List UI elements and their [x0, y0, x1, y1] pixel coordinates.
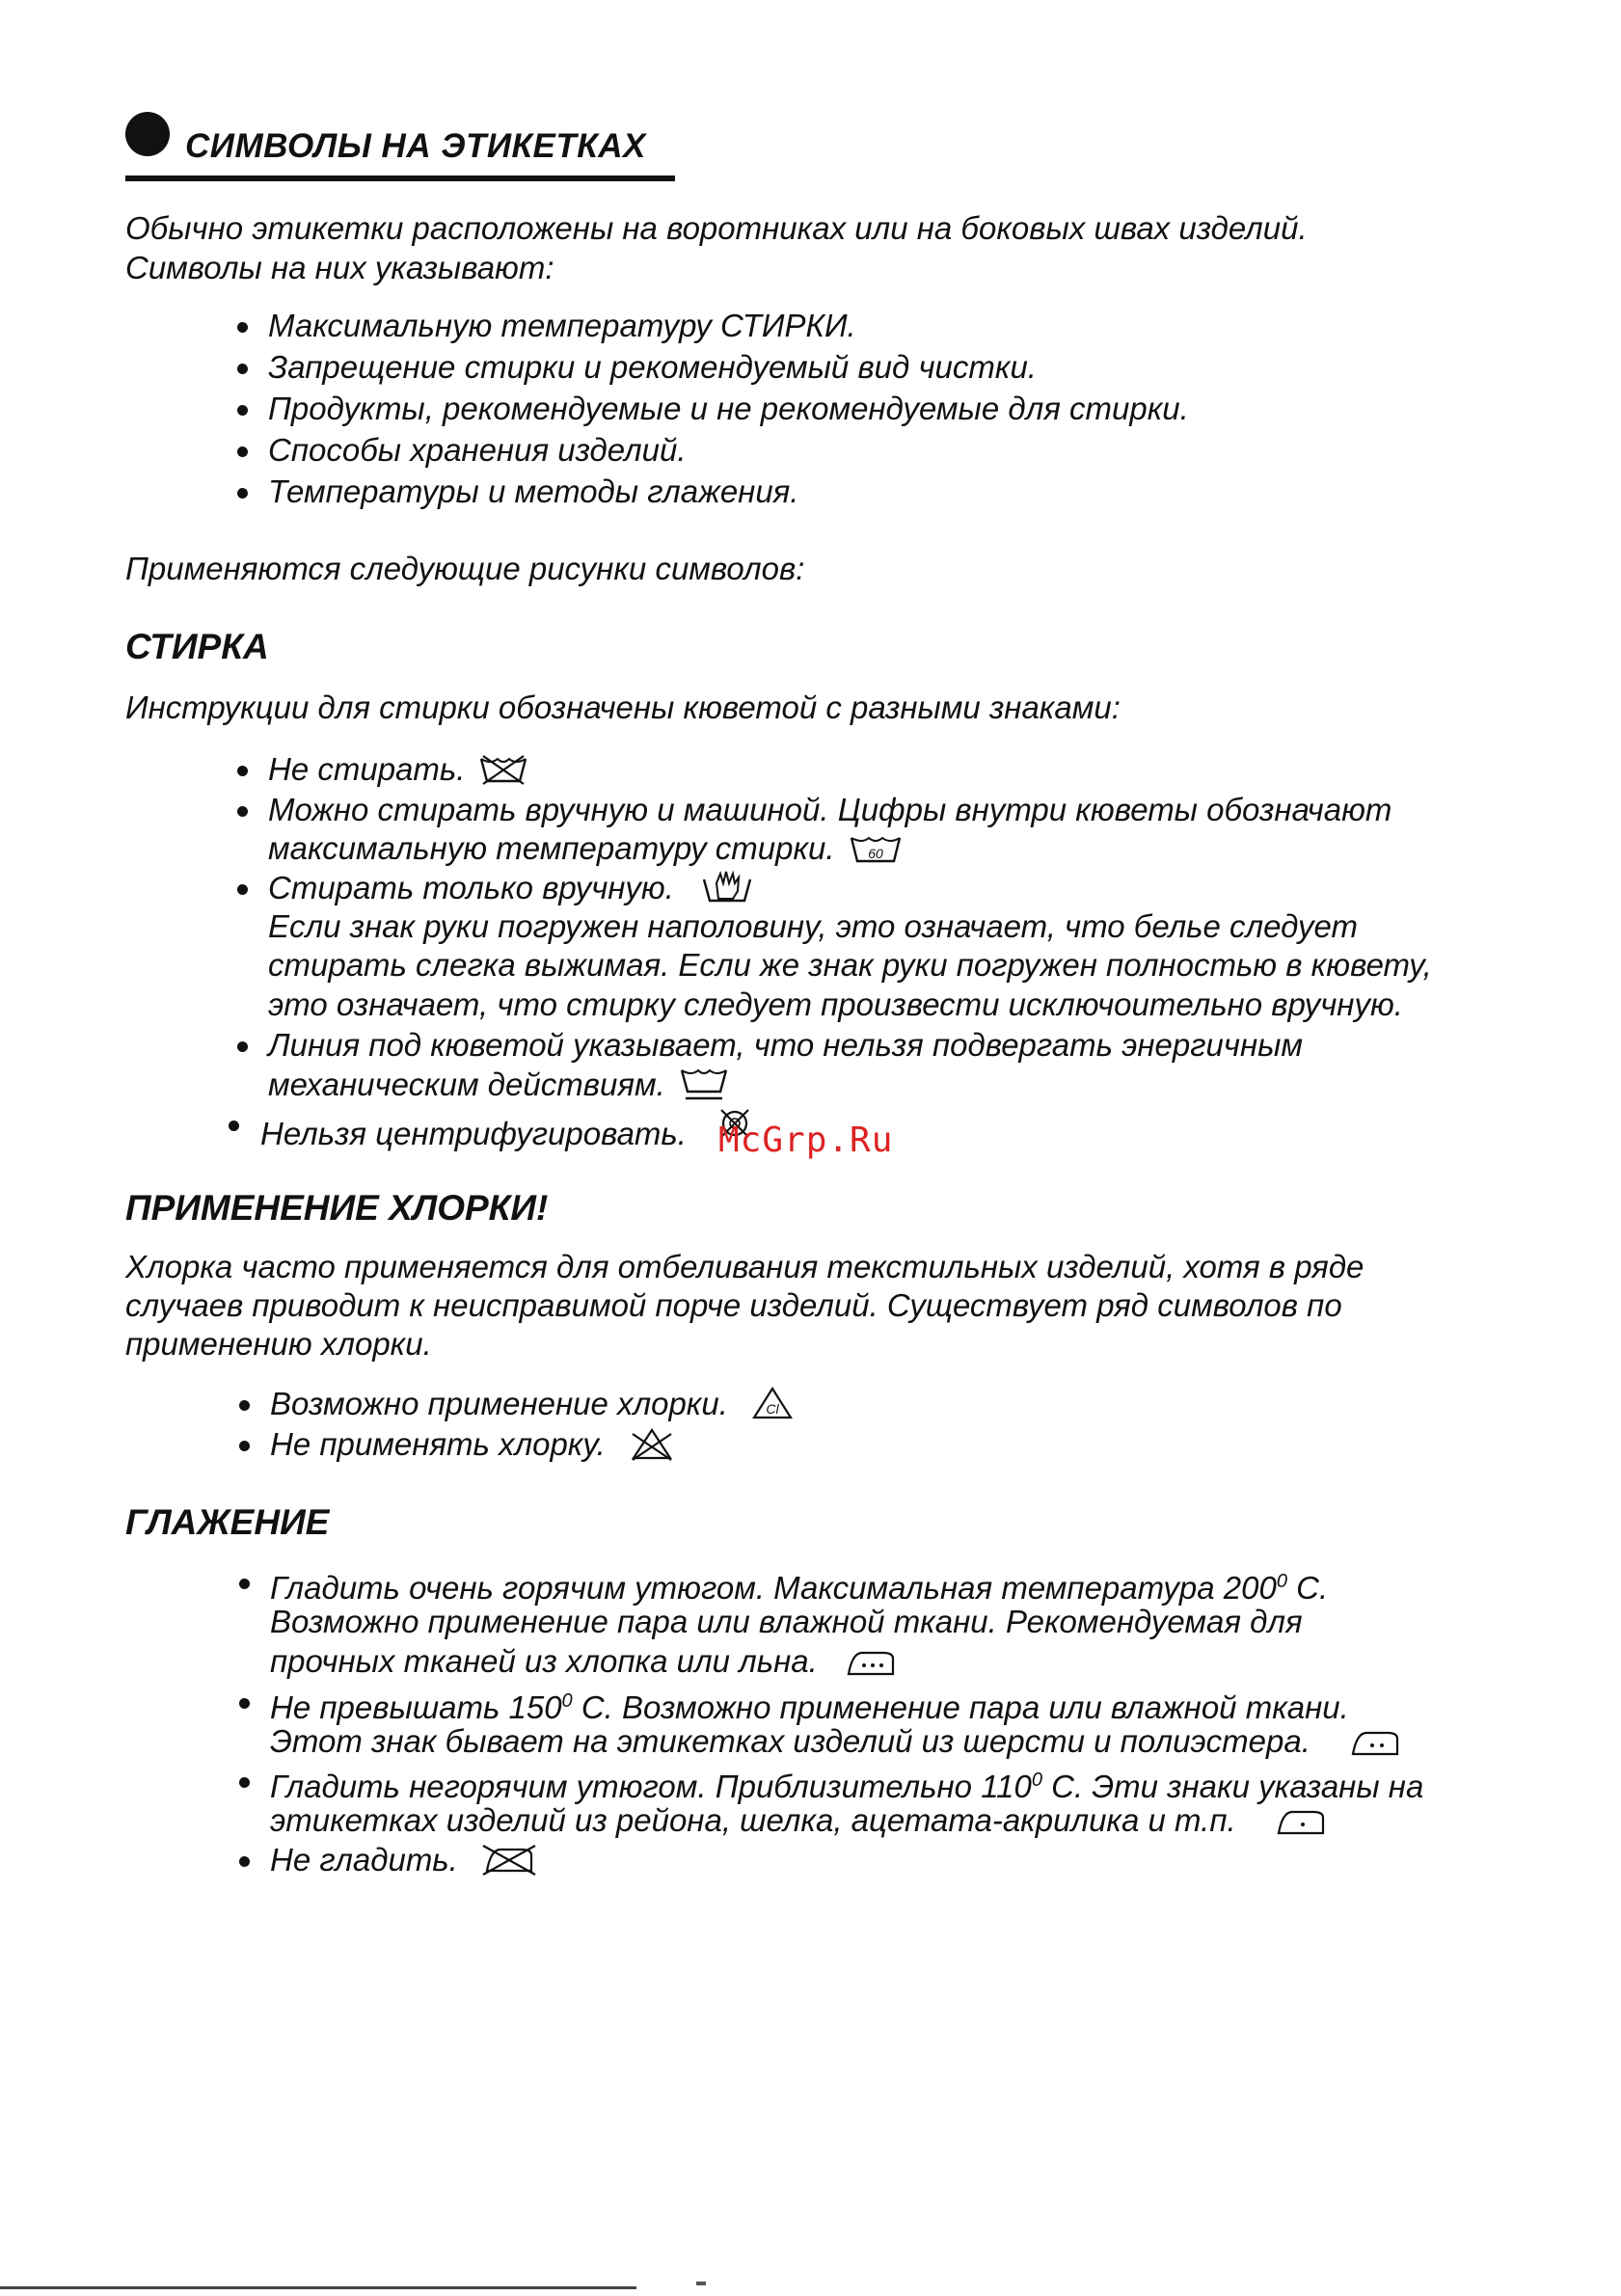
list-item-continuation: этикетках изделий из рейона, шелка, ацетата-акрилика и т.п.: [0, 1800, 1543, 1840]
bullet-icon: [239, 1400, 250, 1411]
bullet-icon: [237, 322, 248, 333]
list-item: [0, 749, 1543, 790]
bleach-line-1: Хлорка часто применяется для отбеливания текстильных изделий, хотя в ряде: [125, 1249, 1364, 1284]
iron-three-dots-icon: [845, 1649, 897, 1678]
bullet-icon: [239, 1698, 250, 1709]
list-item-continuation: Если знак руки погружен наполовину, это означает, что белье следует: [268, 908, 1358, 944]
bleach-line-3: применению хлорки.: [125, 1326, 432, 1362]
list-item-continuation: механическим действиям.: [0, 1065, 1543, 1104]
list-item: Не гладить.: [0, 1840, 1543, 1879]
bullet-icon: [237, 364, 248, 374]
list-item-continuation: стирать слегка выжимая. Если же знак руки погружен полностью в кювету,: [268, 947, 1432, 983]
list-item-continuation: Возможно применение пара или влажной ткани. Рекомендуемая для: [270, 1604, 1303, 1639]
list-item: Гладить негорячим утюгом. Приблизительно $110^0$ С. Эти знаки указаны на: [0, 1761, 1543, 1800]
list-item-continuation: прочных тканей из хлопка или льна.: [0, 1641, 1543, 1681]
no-bleach-icon: [629, 1426, 675, 1461]
intro-line-1: Обычно этикетки расположены на воротниках или на боковых швах изделий.: [125, 210, 1308, 246]
bullet-icon: [237, 446, 248, 457]
wash-60-icon: [849, 832, 903, 865]
watermark: McGrp.Ru: [718, 1121, 894, 1160]
bullet-icon: [239, 1856, 250, 1867]
bullet-icon: [237, 405, 248, 416]
footer-mark: [696, 2282, 706, 2285]
intro-line-2: Символы на них указывают:: [125, 250, 554, 285]
list-item-continuation: максимальную температуру стирки. 60: [0, 828, 1543, 868]
washing-heading: СТИРКА: [125, 627, 269, 666]
page-title: СИМВОЛЫ НА ЭТИКЕТКАХ: [185, 127, 646, 165]
bullet-icon: [237, 884, 248, 895]
list-item: Нельзя центрифугировать.: [0, 1104, 1543, 1144]
bullet-icon: [239, 1777, 250, 1788]
ironing-heading: ГЛАЖЕНИЕ: [125, 1502, 330, 1542]
footer-rule: [0, 2286, 636, 2289]
list-item: Не применять хлорку.: [0, 1424, 1543, 1465]
list-item-continuation: Этот знак бывает на этикетках изделий из шерсти и полиэстера.: [0, 1721, 1543, 1761]
bullet-icon: [237, 488, 248, 499]
list-item: Можно стирать вручную и машиной. Цифры внутри кюветы обозначают: [0, 790, 1543, 829]
bullet-icon: [237, 766, 248, 776]
no-wash-icon: [478, 753, 528, 786]
list-item: Не превышать $150^0$ С. Возможно применение пара или влажной ткани.: [0, 1682, 1543, 1721]
iron-one-dot-icon: [1275, 1808, 1327, 1837]
document-page: СИМВОЛЫ НА ЭТИКЕТКАХ Обычно этикетки расположены на воротниках или на боковых швах изделий. Символы на них указывают: Максимальную температуру СТИРКИ. Запрещение стирки и рекомендуемый вид чистки. Продукты, рекомендуемые и не рекомендуемые для стирки. Способы хранения изделий. Температуры и методы глажения. Применяются следующие рисунки символов: СТИРКА Инструкции для стирки обозначены кюветой с разными знаками: Не стирать. Можно стирать вручную и машиной. Цифры внутри кюветы обозначают максимальную температуру стирки. 60 Стирать только вручную. Если знак руки погружен наполовину, это означает, что белье следует стирать слегка выжимая. Если же знак руки погружен полностью в кювету, это означает, что стирку следует произвести исключоительно вручную. Линия под кюветой указывает, что нельзя подвергать энергичным механическим действиям. Нельзя центрифугировать. McGrp.Ru ПРИМЕНЕНИЕ ХЛОРКИ! Хлорка часто применяется для отбеливания текстильных изделий, хотя в ряде случаев приводит к неисправимой порче изделий. Существует ряд символов по применению хлорки. Возможно применение хлорки. Cl Не применять хлорку. ГЛАЖЕНИЕ Гладить очень горячим утюгом. Максимальная температура $200^0$ С. Возможно применение пара или влажной ткани. Рекомендуемая для прочных тканей из хлопка или льна. Не превышать $150^0$ С. Возможно применение пара или влажной ткани. Этот знак бывает на этикетках изделий из шерсти и полиэстера. Гладить негорячим утюгом. Приблизительно $110^0$ С. Эти знаки указаны на этикетках изделий из рейона, шелка, ацетата-акрилика и т.п. Не гладить.: [0, 0, 1621, 2296]
hand-wash-icon: [701, 870, 753, 905]
bullet-icon: [239, 1441, 250, 1451]
bullet-icon: [237, 806, 248, 817]
svg-text:60: 60: [867, 846, 883, 861]
gentle-wash-icon: [679, 1067, 729, 1101]
symbols-intro: Применяются следующие рисунки символов:: [125, 551, 805, 586]
bullet-icon: [237, 1041, 248, 1052]
list-item-continuation: это означает, что стирку следует произвести исключоительно вручную.: [268, 986, 1403, 1022]
no-iron-icon: [479, 1842, 539, 1877]
bullet-icon: [239, 1579, 250, 1589]
list-item: Гладить очень горячим утюгом. Максимальная температура $200^0$ С.: [0, 1562, 1543, 1602]
item-text: Не стирать.: [268, 751, 466, 787]
svg-text:Cl: Cl: [766, 1401, 779, 1417]
washing-intro: Инструкции для стирки обозначены кюветой с разными знаками:: [125, 689, 1121, 725]
list-item: Стирать только вручную.: [0, 868, 1543, 907]
iron-two-dots-icon: [1349, 1729, 1401, 1758]
bleach-allowed-icon: [751, 1386, 794, 1420]
title-underline: [125, 176, 675, 181]
bleach-line-2: случаев приводит к неисправимой порче изделий. Существует ряд символов по: [125, 1287, 1342, 1323]
list-item: Линия под кюветой указывает, что нельзя подвергать энергичным: [0, 1025, 1543, 1065]
list-item: Возможно применение хлорки. Cl: [0, 1384, 1543, 1424]
bleach-heading: ПРИМЕНЕНИЕ ХЛОРКИ!: [125, 1188, 549, 1228]
title-bullet-icon: [125, 112, 170, 156]
bullet-icon: [229, 1121, 239, 1131]
